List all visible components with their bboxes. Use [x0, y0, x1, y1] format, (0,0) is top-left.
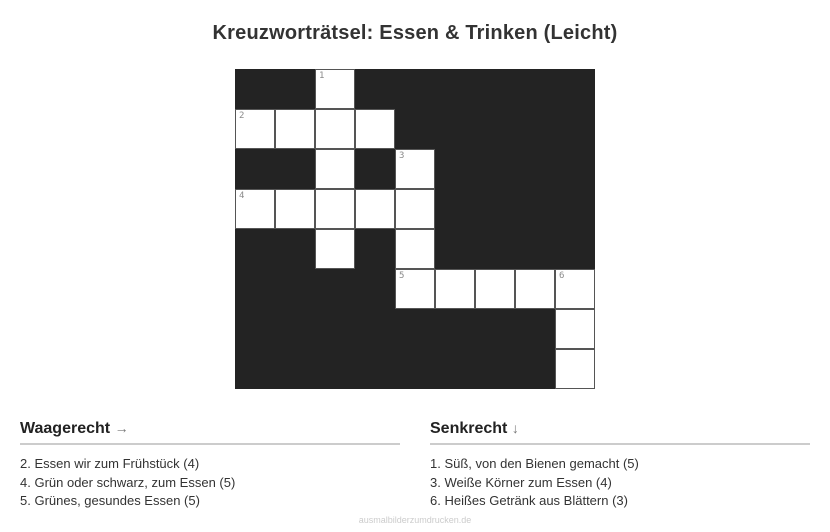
grid-cell — [275, 189, 315, 229]
crossword-grid — [235, 69, 595, 389]
cell-number: 2 — [239, 111, 245, 121]
clues-section — [20, 420, 810, 511]
down-heading-label: Senkrecht — [430, 420, 508, 437]
grid-cell — [395, 149, 435, 189]
grid-cell — [555, 269, 595, 309]
clue-item: 2. Essen wir zum Frühstück (4) — [20, 456, 200, 471]
watermark: ausmalbilderzumdrucken.de — [358, 515, 472, 525]
grid-cell — [315, 149, 355, 189]
grid-cell — [435, 269, 475, 309]
grid-cell — [475, 269, 515, 309]
page-title: Kreuzworträtsel: Essen & Trinken (Leicht) — [212, 22, 618, 44]
grid-cell — [315, 69, 355, 109]
grid-cell — [275, 109, 315, 149]
grid-cell — [555, 309, 595, 349]
down-heading — [430, 420, 810, 445]
across-heading-label: Waagerecht — [20, 420, 111, 437]
grid-cell — [315, 189, 355, 229]
grid-cell — [235, 189, 275, 229]
grid-cell — [315, 229, 355, 269]
cell-number: 4 — [239, 191, 245, 201]
grid-cell — [315, 109, 355, 149]
grid-cell — [395, 229, 435, 269]
clue-item: 3. Weiße Körner zum Essen (4) — [430, 474, 612, 490]
clue-item: 4. Grün oder schwarz, zum Essen (5) — [20, 474, 236, 490]
down-clues-list — [430, 455, 810, 511]
grid-cell — [395, 189, 435, 229]
cell-number: 3 — [399, 151, 405, 161]
cell-number: 5 — [399, 271, 405, 281]
down-section — [430, 420, 810, 511]
right-arrow-icon: → — [114, 420, 129, 436]
across-clues-list — [20, 455, 400, 511]
across-section — [20, 420, 400, 511]
grid-cell — [235, 109, 275, 149]
down-arrow-icon: ↓ — [511, 420, 519, 436]
grid-cell — [355, 189, 395, 229]
cell-number: 6 — [559, 271, 565, 281]
grid-cell — [395, 269, 435, 309]
grid-cell — [355, 109, 395, 149]
clue-item: 1. Süß, von den Bienen gemacht (5) — [430, 456, 639, 471]
clue-item: 5. Grünes, gesundes Essen (5) — [20, 493, 200, 508]
grid-cell — [515, 269, 555, 309]
clue-item: 6. Heißes Getränk aus Blättern (3) — [430, 493, 628, 508]
grid-cell — [555, 349, 595, 389]
cell-number: 1 — [319, 71, 325, 81]
across-heading — [20, 420, 400, 445]
